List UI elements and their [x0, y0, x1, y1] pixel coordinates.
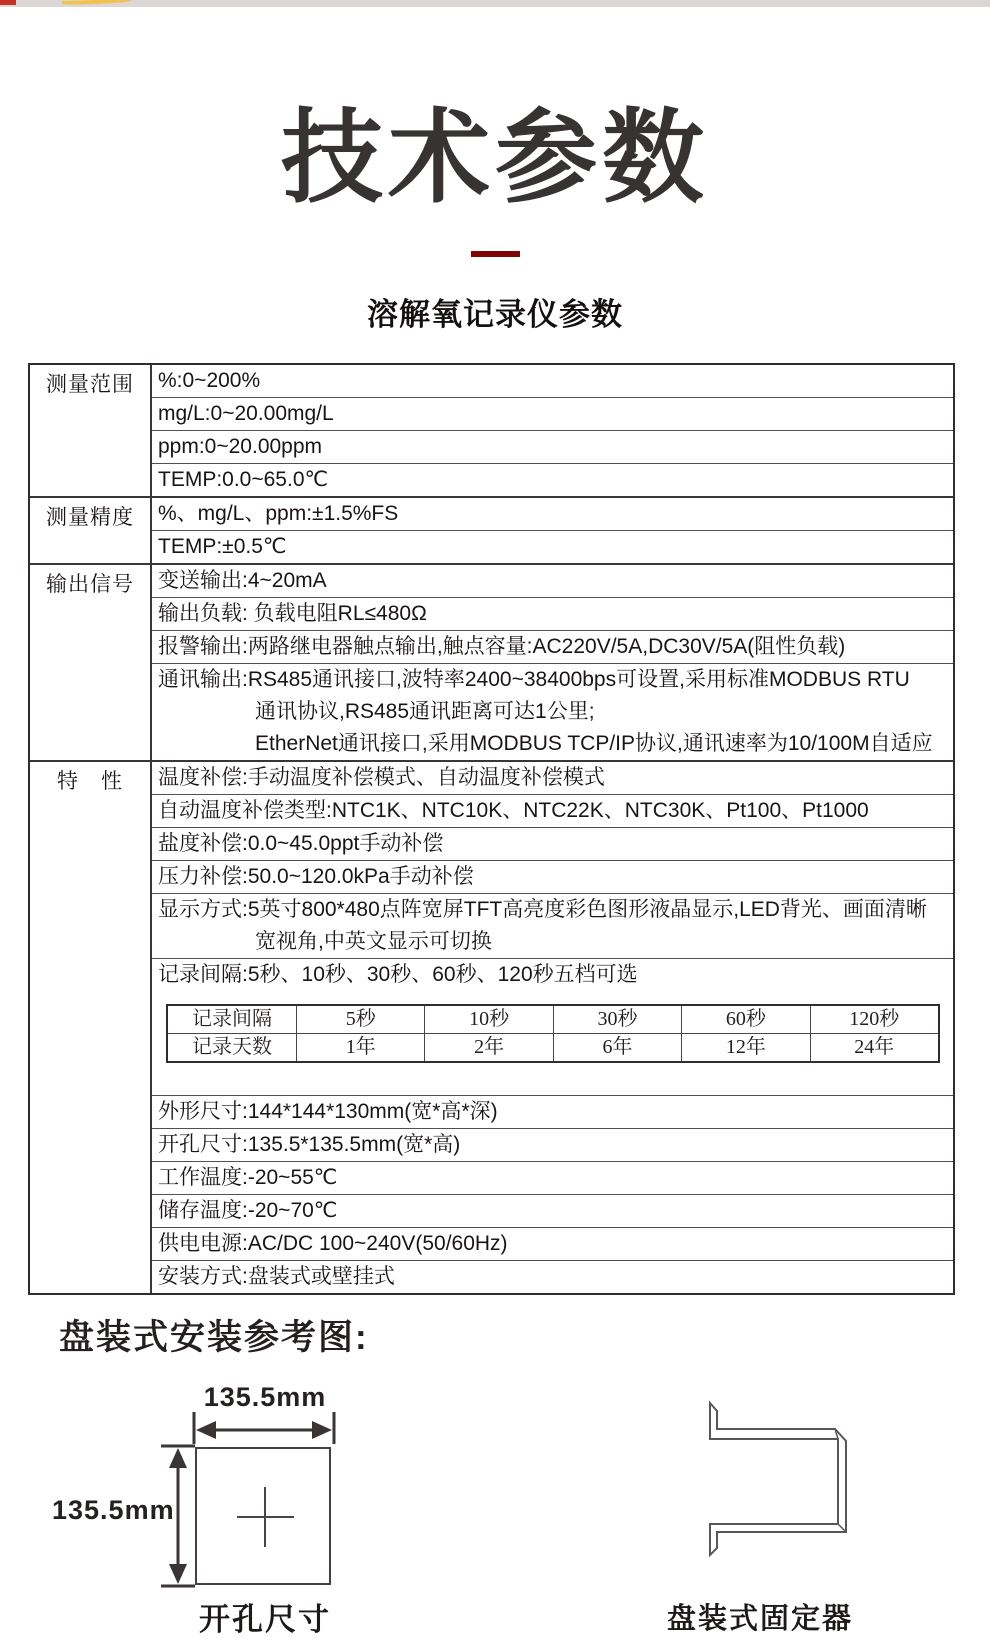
- spec-row-text: 宽视角,中英文显示可切换: [255, 930, 492, 953]
- spec-section: [30, 760, 953, 1293]
- spec-row: [152, 530, 953, 563]
- spec-row: [152, 565, 953, 597]
- spec-row-text: EtherNet通讯接口,采用MODBUS TCP/IP协议,通讯速率为10/100M自适应: [255, 732, 933, 755]
- spec-row-text: 报警输出:两路继电器触点输出,触点容量:AC220V/5A,DC30V/5A(阻性负载): [158, 635, 846, 658]
- spec-row-text: %:0~200%: [158, 369, 261, 392]
- spec-row-text: ppm:0~20.00ppm: [158, 435, 323, 458]
- spec-section: [30, 496, 953, 563]
- record-table-cell: 120秒: [810, 1006, 938, 1033]
- spec-row-text: 供电电源:AC/DC 100~240V(50/60Hz): [158, 1232, 508, 1255]
- spec-section: [30, 365, 953, 496]
- spec-section-label: 特 性: [30, 762, 152, 1293]
- spec-row: [152, 463, 953, 496]
- record-table-cell: 10秒: [424, 1006, 552, 1033]
- spec-row: [152, 1194, 953, 1227]
- panel-fixer-bracket: [655, 1392, 865, 1572]
- spec-section-rows: [152, 498, 953, 563]
- spec-row-text: %、mg/L、ppm:±1.5%FS: [158, 502, 399, 525]
- center-cross-vertical: [264, 1487, 266, 1547]
- spec-section-label: 测量精度: [30, 498, 152, 563]
- spec-section-label: 输出信号: [30, 565, 152, 760]
- record-table-cell: 5秒: [296, 1006, 424, 1033]
- spec-row-text: 通讯协议,RS485通讯距离可达1公里;: [255, 700, 595, 723]
- record-table-cell: 60秒: [681, 1006, 809, 1033]
- vertical-dimension-arrow: [161, 1444, 195, 1588]
- spec-row-text: 工作温度:-20~55℃: [158, 1166, 338, 1189]
- page-title: 技术参数: [281, 101, 709, 215]
- spec-row-text: 自动温度补偿类型:NTC1K、NTC10K、NTC22K、NTC30K、Pt100、Pt1000: [158, 799, 869, 822]
- spec-row-text: TEMP:0.0~65.0℃: [158, 468, 329, 491]
- banner-red-fragment: [0, 0, 16, 5]
- spec-row: [152, 893, 953, 958]
- spec-row: [152, 1260, 953, 1293]
- spec-row: [152, 762, 953, 794]
- spec-section-label: 测量范围: [30, 365, 152, 496]
- spec-row-text: 压力补偿:50.0~120.0kPa手动补偿: [158, 865, 474, 888]
- spec-row: [152, 430, 953, 463]
- record-table-cell: 30秒: [553, 1006, 681, 1033]
- spec-row-text: 安装方式:盘装式或壁挂式: [158, 1265, 395, 1288]
- spec-row-text: 开孔尺寸:135.5*135.5mm(宽*高): [158, 1133, 461, 1156]
- spec-table: [28, 363, 955, 1295]
- cutout-width-label: 135.5mm: [203, 1382, 327, 1412]
- spec-row-text: 储存温度:-20~70℃: [158, 1199, 338, 1222]
- top-banner-remnant: [0, 0, 990, 7]
- spec-row-text: 记录间隔:5秒、10秒、30秒、60秒、120秒五档可选: [158, 963, 638, 986]
- record-table-cell: 1年: [296, 1033, 424, 1061]
- spec-section-rows: [152, 565, 953, 760]
- record-table-cell: 24年: [810, 1033, 938, 1061]
- spec-row-text: 通讯输出:RS485通讯接口,波特率2400~38400bps可设置,采用标准MODBUS RTU: [158, 668, 910, 691]
- spec-row-text: 变送输出:4~20mA: [158, 569, 327, 592]
- fixer-caption: 盘装式固定器: [666, 1603, 853, 1635]
- spec-row-text: 盐度补偿:0.0~45.0ppt手动补偿: [158, 832, 444, 855]
- spec-row: [152, 630, 953, 663]
- title-divider-dash: [471, 251, 520, 257]
- record-table-cell: 12年: [681, 1033, 809, 1061]
- spec-row: [152, 498, 953, 530]
- cutout-caption: 开孔尺寸: [199, 1602, 331, 1637]
- spec-row: [152, 1161, 953, 1194]
- record-table-cell: 2年: [424, 1033, 552, 1061]
- spec-row: [152, 397, 953, 430]
- spec-section-rows: [152, 365, 953, 496]
- record-table-cell: 记录天数: [168, 1033, 296, 1061]
- spec-row-text: mg/L:0~20.00mg/L: [158, 402, 334, 425]
- spec-row: [152, 663, 953, 760]
- product-subtitle: 溶解氧记录仪参数: [367, 297, 623, 332]
- record-table-cell: 记录间隔: [192, 1008, 272, 1030]
- spec-row: [152, 794, 953, 827]
- spec-row: [152, 1128, 953, 1161]
- record-interval-table: [166, 1004, 940, 1063]
- spec-row: [152, 958, 953, 1095]
- spec-row: [152, 1095, 953, 1128]
- cutout-height-label: 135.5mm: [52, 1495, 175, 1525]
- spec-section: [30, 563, 953, 760]
- install-reference-heading: 盘装式安装参考图:: [59, 1318, 369, 1357]
- spec-row: [152, 827, 953, 860]
- spec-row-text: 输出负载: 负载电阻RL≤480Ω: [158, 602, 427, 625]
- horizontal-dimension-arrow: [192, 1412, 336, 1444]
- spec-row-text: 温度补偿:手动温度补偿模式、自动温度补偿模式: [158, 766, 605, 789]
- spec-row-text: 显示方式:5英寸800*480点阵宽屏TFT高亮度彩色图形液晶显示,LED背光、画面清晰: [158, 898, 927, 921]
- spec-row: [152, 860, 953, 893]
- spec-row-text: 外形尺寸:144*144*130mm(宽*高*深): [158, 1100, 498, 1123]
- spec-row: [152, 1227, 953, 1260]
- spec-row: [152, 597, 953, 630]
- spec-row-text: TEMP:±0.5℃: [158, 535, 287, 558]
- spec-row: [152, 365, 953, 397]
- spec-section-rows: [152, 762, 953, 1293]
- banner-yellow-swoosh: [62, 0, 132, 5]
- record-table-cell: 6年: [553, 1033, 681, 1061]
